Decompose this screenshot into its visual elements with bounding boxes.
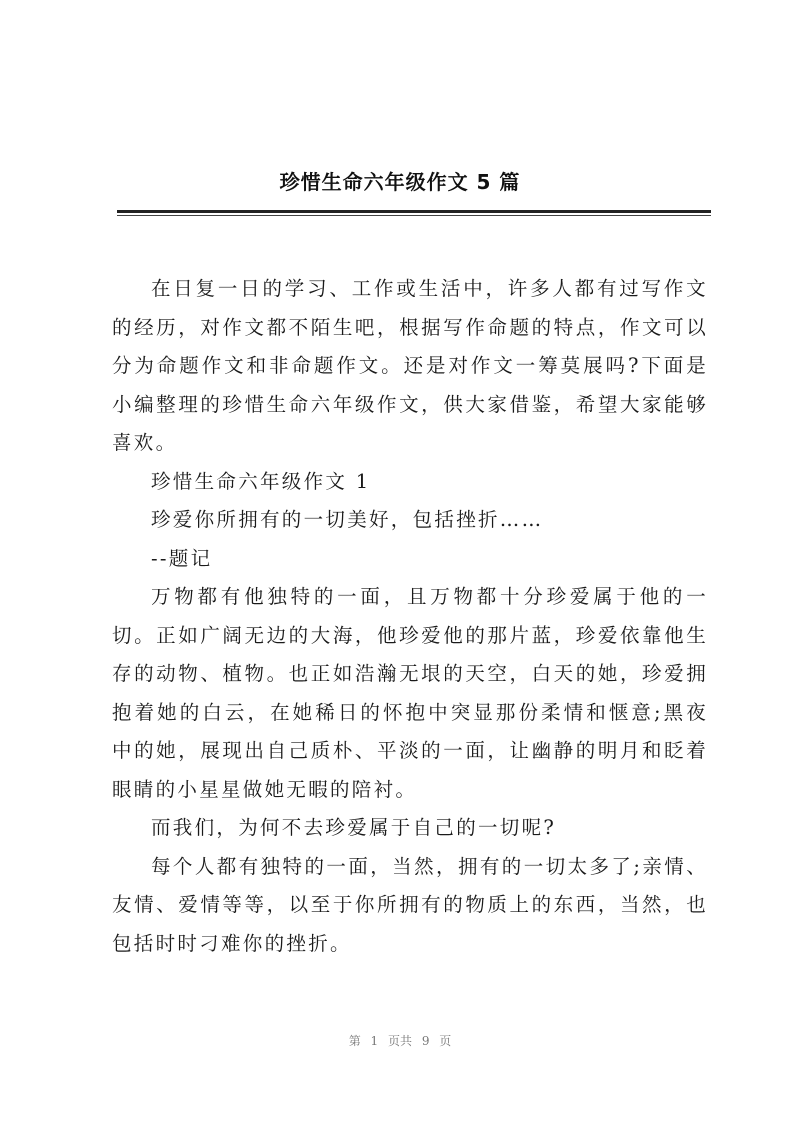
paragraph: 而我们，为何不去珍爱属于自己的一切呢? — [151, 816, 557, 839]
paragraph: 万物都有他独特的一面，且万物都十分珍爱属于他的一切。正如广阔无边的大海，他珍爱他的那片蓝，珍爱依靠他生存的动物、植物。也正如浩瀚无垠的天空，白天的她，珍爱拥抱着她的白云，在她稀日的怀抱中突显那份柔情和惬意;黑夜中的她，展现出自己质朴、平淡的一面，让幽静的明月和眨着眼睛的小星星做她无暇的陪衬。 — [112, 585, 708, 801]
paragraph: 每个人都有独特的一面，当然，拥有的一切太多了;亲情、友情、爱情等等，以至于你所拥有的物质上的东西，当然，也包括时时刁难你的挫折。 — [112, 854, 708, 955]
paragraph-intro: 在日复一日的学习、工作或生活中，许多人都有过写作文的经历，对作文都不陌生吧，根据写作命题的特点，作文可以分为命题作文和非命题作文。还是对作文一筹莫展吗?下面是小编整理的珍惜生命六年级作文，供大家借鉴，希望大家能够喜欢。 — [112, 277, 708, 454]
document-title: 珍惜生命六年级作文 5 篇 — [279, 170, 521, 194]
page-number: 第 1 页共 9 页 — [348, 1034, 452, 1048]
title-divider-thin — [117, 215, 711, 216]
section-heading: 珍惜生命六年级作文 1 — [151, 469, 371, 493]
paragraph-epigraph-note: --题记 — [151, 546, 213, 570]
document-body — [112, 270, 708, 963]
title-divider — [117, 210, 711, 213]
paragraph-epigraph: 珍爱你所拥有的一切美好，包括挫折…… — [151, 508, 544, 531]
